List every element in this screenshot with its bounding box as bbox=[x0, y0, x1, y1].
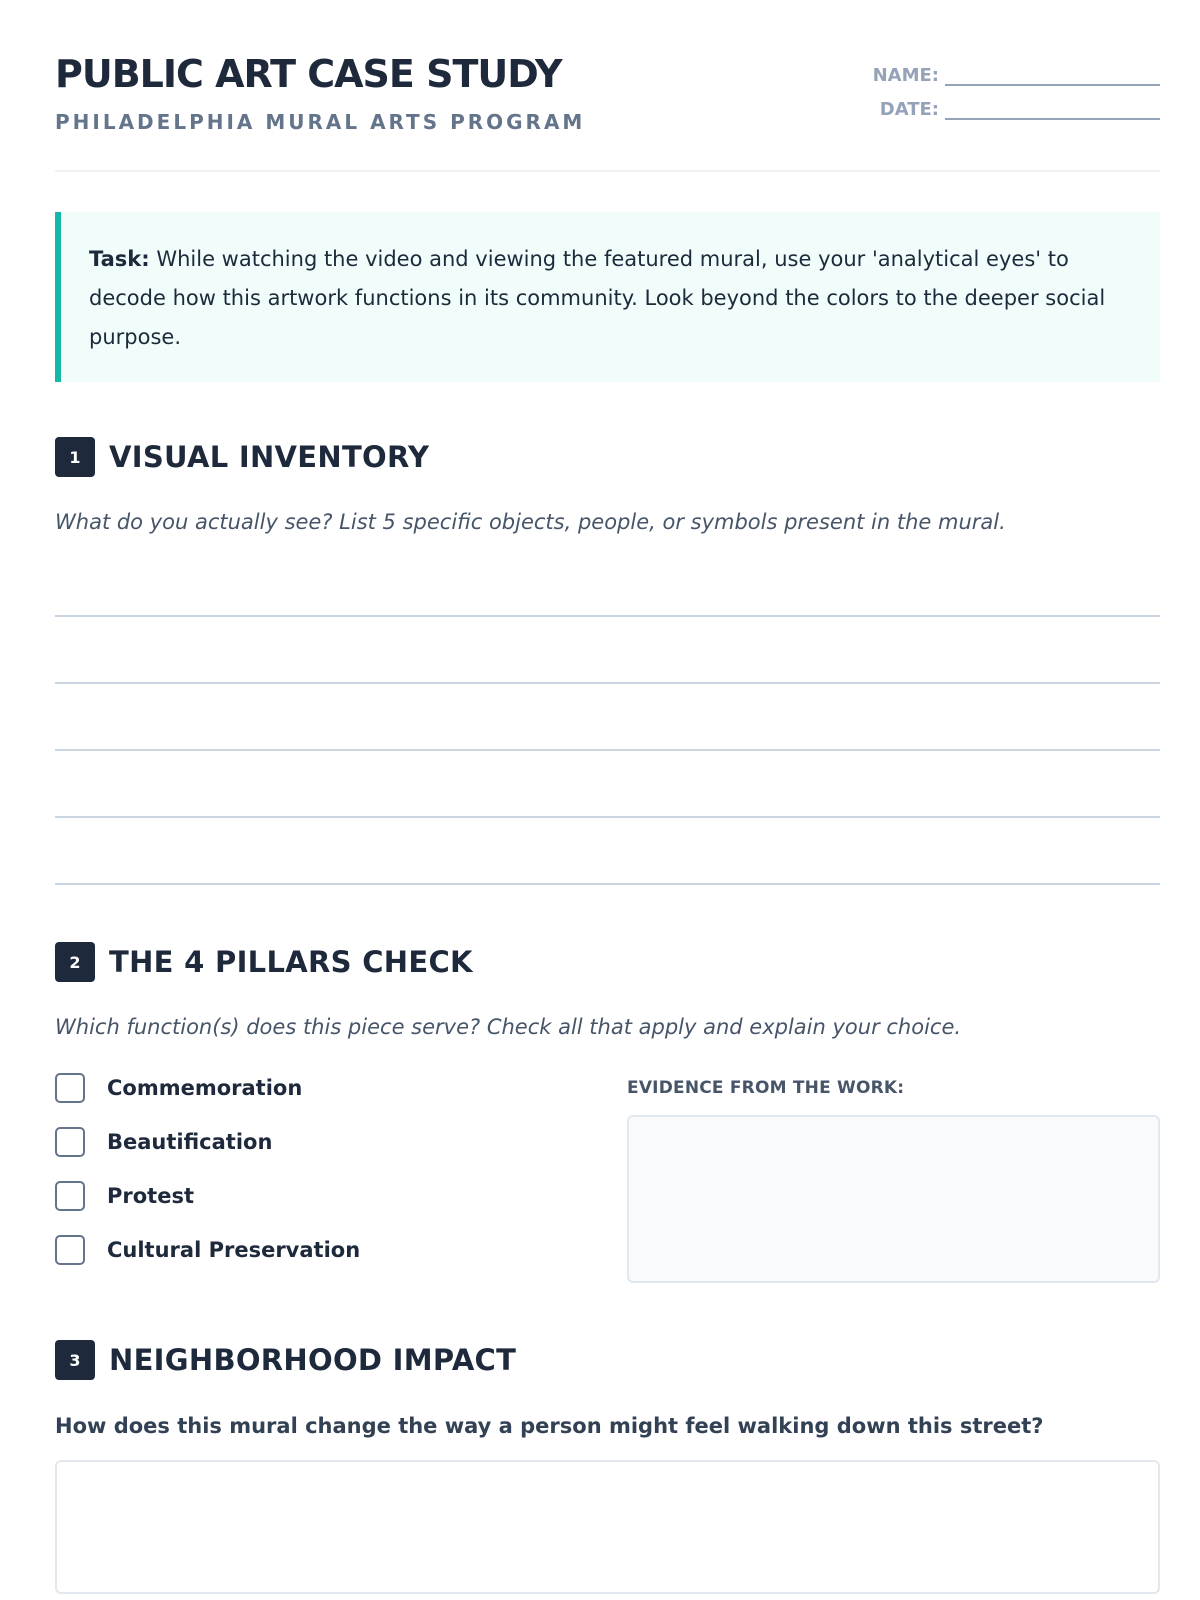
checkbox[interactable] bbox=[55, 1235, 85, 1265]
section-1-header bbox=[55, 437, 429, 477]
section-2-prompt: Which function(s) does this piece serve? Check all that apply and explain your choice. bbox=[55, 1015, 962, 1039]
student-info bbox=[860, 52, 1160, 120]
section-1-prompt: What do you actually see? List 5 specific objects, people, or symbols present in the mural. bbox=[55, 510, 1006, 534]
date-row bbox=[860, 86, 1160, 120]
answer-line-2[interactable] bbox=[55, 682, 1160, 684]
page-title: PUBLIC ART CASE STUDY bbox=[55, 52, 562, 96]
option-label: Cultural Preservation bbox=[107, 1238, 361, 1262]
option-label: Commemoration bbox=[107, 1076, 303, 1100]
evidence-label: EVIDENCE FROM THE WORK: bbox=[627, 1078, 905, 1098]
answer-line-1[interactable] bbox=[55, 615, 1160, 617]
option-beautification[interactable] bbox=[55, 1127, 272, 1157]
option-label: Protest bbox=[107, 1184, 194, 1208]
impact-answer-field[interactable] bbox=[55, 1460, 1160, 1594]
section-3-number: 3 bbox=[55, 1340, 95, 1380]
date-label: DATE: bbox=[879, 99, 939, 120]
page-subtitle: PHILADELPHIA MURAL ARTS PROGRAM bbox=[55, 110, 586, 134]
option-protest[interactable] bbox=[55, 1181, 194, 1211]
worksheet-page bbox=[55, 0, 1160, 1438]
section-2-header bbox=[55, 942, 473, 982]
worksheet-header bbox=[55, 0, 1160, 172]
name-row bbox=[860, 52, 1160, 86]
answer-line-4[interactable] bbox=[55, 816, 1160, 818]
checkbox[interactable] bbox=[55, 1181, 85, 1211]
checkbox[interactable] bbox=[55, 1073, 85, 1103]
section-3-question: How does this mural change the way a person might feel walking down this street? bbox=[55, 1414, 1044, 1438]
name-label: NAME: bbox=[872, 65, 939, 86]
checkbox[interactable] bbox=[55, 1127, 85, 1157]
section-3-header bbox=[55, 1340, 516, 1380]
name-field[interactable] bbox=[945, 60, 1160, 86]
option-cultural-preservation[interactable] bbox=[55, 1235, 360, 1265]
evidence-field[interactable] bbox=[627, 1115, 1160, 1283]
date-field[interactable] bbox=[945, 94, 1160, 120]
section-2-number: 2 bbox=[55, 942, 95, 982]
section-1-number: 1 bbox=[55, 437, 95, 477]
section-1-title: VISUAL INVENTORY bbox=[109, 440, 430, 474]
answer-line-5[interactable] bbox=[55, 883, 1160, 885]
section-2-title: THE 4 PILLARS CHECK bbox=[109, 945, 473, 979]
task-text: While watching the video and viewing the featured mural, use your 'analytical eyes' to decode how this artwork functions in its community. Look beyond the colors to the deeper social purpose. bbox=[89, 247, 1106, 349]
answer-line-3[interactable] bbox=[55, 749, 1160, 751]
option-commemoration[interactable] bbox=[55, 1073, 302, 1103]
task-label: Task: bbox=[89, 247, 150, 271]
task-callout bbox=[55, 212, 1160, 382]
option-label: Beautification bbox=[107, 1130, 273, 1154]
section-3-title: NEIGHBORHOOD IMPACT bbox=[109, 1343, 517, 1377]
